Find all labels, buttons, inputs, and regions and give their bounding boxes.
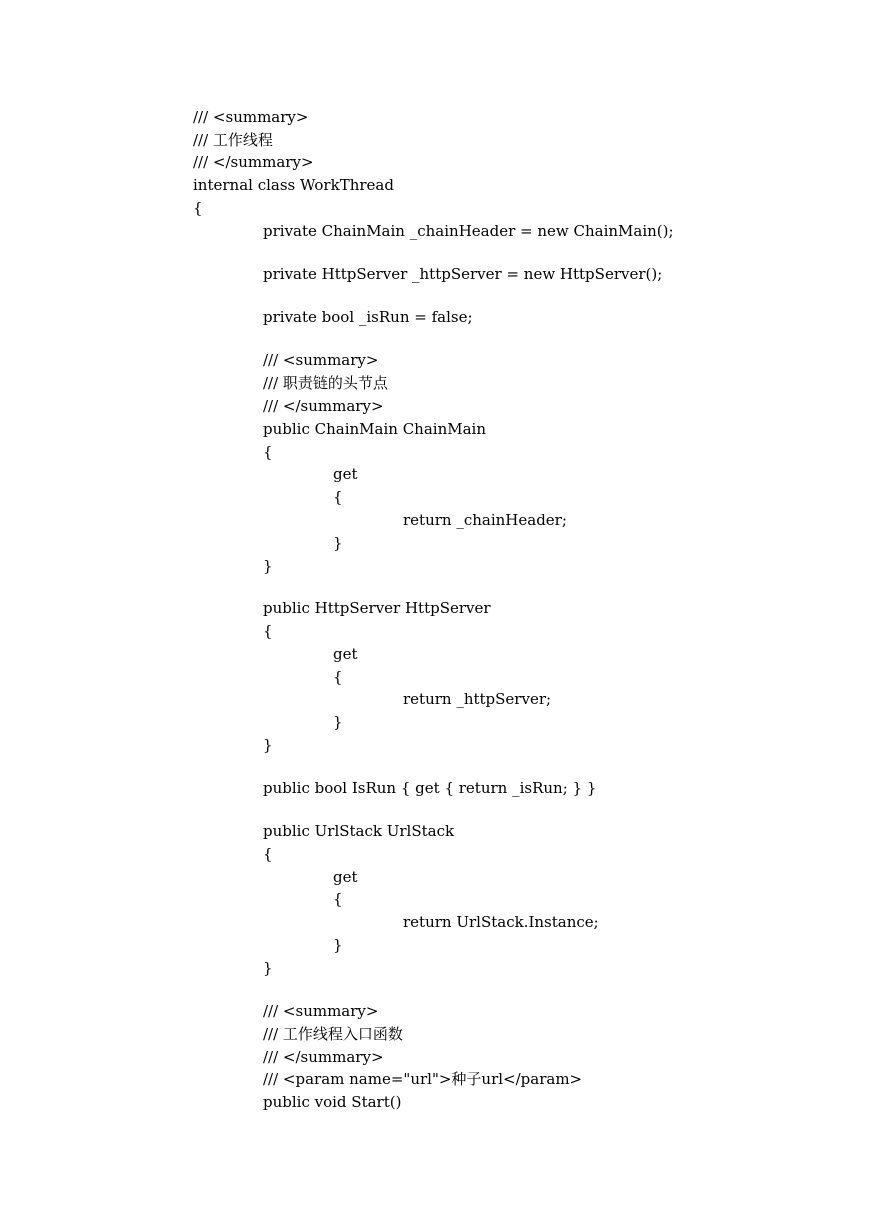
code-line-24: } bbox=[333, 713, 343, 731]
code-line-21: get bbox=[333, 645, 358, 663]
code-line-17: } bbox=[333, 534, 343, 552]
code-line-6: private ChainMain _chainHeader = new ChainMain(); bbox=[263, 222, 674, 240]
code-line-14: get bbox=[333, 465, 358, 483]
code-line-38: public void Start() bbox=[263, 1093, 402, 1111]
code-line-13: { bbox=[263, 443, 273, 461]
code-line-36: /// </summary> bbox=[263, 1048, 384, 1066]
code-line-19: public HttpServer HttpServer bbox=[263, 599, 491, 617]
code-line-7: private HttpServer _httpServer = new HttpServer(); bbox=[263, 265, 663, 283]
code-line-34: /// <summary> bbox=[263, 1002, 379, 1020]
code-line-23: return _httpServer; bbox=[403, 690, 552, 708]
code-line-11: /// </summary> bbox=[263, 397, 384, 415]
code-line-12: public ChainMain ChainMain bbox=[263, 420, 486, 438]
code-line-32: } bbox=[333, 936, 343, 954]
code-line-25: } bbox=[263, 736, 273, 754]
code-line-16: return _chainHeader; bbox=[403, 511, 567, 529]
code-line-20: { bbox=[263, 622, 273, 640]
code-line-27: public UrlStack UrlStack bbox=[263, 822, 455, 840]
code-line-28: { bbox=[263, 845, 273, 863]
code-line-10: /// 职责链的头节点 bbox=[263, 374, 388, 392]
code-line-29: get bbox=[333, 868, 358, 886]
code-line-9: /// <summary> bbox=[263, 351, 379, 369]
code-line-30: { bbox=[333, 890, 343, 908]
code-line-3: /// </summary> bbox=[193, 153, 314, 171]
code-line-15: { bbox=[333, 488, 343, 506]
code-line-2: /// 工作线程 bbox=[193, 131, 273, 149]
code-line-26: public bool IsRun { get { return _isRun; } } bbox=[263, 779, 597, 797]
code-line-37: /// <param name="url">种子url</param> bbox=[263, 1070, 583, 1088]
code-line-4: internal class WorkThread bbox=[193, 176, 394, 194]
code-line-8: private bool _isRun = false; bbox=[263, 308, 473, 326]
code-line-5: { bbox=[193, 199, 203, 217]
code-line-35: /// 工作线程入口函数 bbox=[263, 1025, 403, 1043]
code-line-31: return UrlStack.Instance; bbox=[403, 913, 599, 931]
code-line-18: } bbox=[263, 557, 273, 575]
code-line-33: } bbox=[263, 959, 273, 977]
code-line-1: /// <summary> bbox=[193, 108, 309, 126]
code-line-22: { bbox=[333, 668, 343, 686]
